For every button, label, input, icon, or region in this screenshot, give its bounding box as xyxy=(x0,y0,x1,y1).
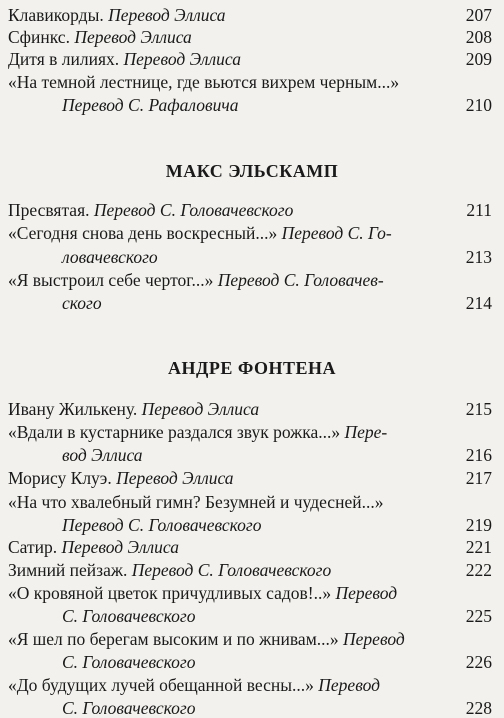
page-number: 207 xyxy=(465,5,492,25)
toc-entry xyxy=(8,537,492,557)
entry-title: «На что хвалебный гимн? Безумней и чудесней...» xyxy=(8,492,384,512)
translator-credit: Перевод xyxy=(318,675,380,695)
page-number: 210 xyxy=(465,95,492,115)
translator-credit: Перевод С. Головачевского xyxy=(93,200,294,220)
toc-entry xyxy=(8,492,492,512)
translator-credit: ловачевского xyxy=(62,247,158,267)
translator-credit: С. Головачевского xyxy=(62,698,196,718)
translator-credit: Перевод Эллиса xyxy=(74,27,192,47)
toc-entry xyxy=(8,72,492,92)
entry-title: «Я выстроил себе чертог...» xyxy=(8,270,218,290)
page-number: 226 xyxy=(465,652,492,672)
page-number: 221 xyxy=(465,537,492,557)
toc-entry xyxy=(8,49,492,69)
entry-title: Ивану Жилькену. xyxy=(8,399,142,419)
toc-entry xyxy=(62,95,492,115)
translator-credit: вод Эллиса xyxy=(62,445,143,465)
entry-title: Сатир. xyxy=(8,537,62,557)
toc-entry xyxy=(8,5,492,25)
toc-entry xyxy=(8,629,492,649)
page-number: 219 xyxy=(465,515,492,535)
translator-credit: Перевод Эллиса xyxy=(108,5,226,25)
translator-credit: Перевод С. Головачевского xyxy=(62,515,262,535)
toc-entry xyxy=(62,445,492,465)
page-number: 213 xyxy=(465,247,492,267)
entry-title: Морису Клуэ. xyxy=(8,468,117,488)
translator-credit: С. Головачевского xyxy=(62,606,196,626)
entry-title: «Сегодня снова день воскресный...» xyxy=(8,223,282,243)
toc-entry xyxy=(8,560,492,580)
page-number: 216 xyxy=(465,445,492,465)
toc-entry xyxy=(8,27,492,47)
translator-credit: Перевод С. Го- xyxy=(281,223,392,243)
translator-credit: Перевод Эллиса xyxy=(116,468,234,488)
translator-credit: ского xyxy=(62,293,102,313)
page-number: 222 xyxy=(465,560,492,580)
toc-entry xyxy=(62,515,492,535)
section-heading: МАКС ЭЛЬСКАМП xyxy=(165,161,339,181)
page-number: 217 xyxy=(465,468,492,488)
toc-entry xyxy=(62,606,492,626)
toc-entry xyxy=(8,399,492,419)
translator-credit: Перевод Эллиса xyxy=(61,537,179,557)
toc-entry xyxy=(8,675,492,695)
toc-entry xyxy=(62,247,492,267)
translator-credit: Перевод С. Головачев- xyxy=(217,270,384,290)
translator-credit: Перевод С. Рафаловича xyxy=(62,95,239,115)
toc-entry xyxy=(8,468,492,488)
page-number: 214 xyxy=(465,293,492,313)
toc-entry xyxy=(8,270,492,290)
translator-credit: Перевод Эллиса xyxy=(123,49,241,69)
translator-credit: Пере- xyxy=(344,422,388,442)
entry-title: Зимний пейзаж. xyxy=(8,560,132,580)
toc-entry xyxy=(8,422,492,442)
entry-title: «О кровяной цветок причудливых садов!..» xyxy=(8,583,336,603)
section-heading: АНДРЕ ФОНТЕНА xyxy=(167,358,337,378)
page-number: 228 xyxy=(465,698,492,718)
page-number: 215 xyxy=(465,399,492,419)
page-number: 225 xyxy=(465,606,492,626)
entry-title: Сфинкс. xyxy=(8,27,75,47)
entry-title: «До будущих лучей обещанной весны...» xyxy=(8,675,319,695)
toc-entry xyxy=(62,698,492,718)
toc-entry xyxy=(8,583,492,603)
translator-credit: Перевод Эллиса xyxy=(141,399,260,419)
entry-title: «На темной лестнице, где вьются вихрем черным...» xyxy=(8,72,400,92)
entry-title: Клавикорды. xyxy=(8,5,109,25)
translator-credit: Перевод С. Головачевского xyxy=(131,560,332,580)
entry-title: Пресвятая. xyxy=(8,200,94,220)
page-number: 209 xyxy=(465,49,492,69)
page-number: 208 xyxy=(465,27,492,47)
toc-entry xyxy=(8,223,492,243)
entry-title: Дитя в лилиях. xyxy=(8,49,124,69)
page-number: 211 xyxy=(466,200,492,220)
toc-entry xyxy=(62,652,492,672)
translator-credit: Перевод xyxy=(343,629,405,649)
entry-title: «Я шел по берегам высоким и по жнивам...» xyxy=(8,629,344,649)
toc-entry xyxy=(8,200,492,220)
translator-credit: С. Головачевского xyxy=(62,652,196,672)
translator-credit: Перевод xyxy=(335,583,398,603)
entry-title: «Вдали в кустарнике раздался звук рожка...» xyxy=(8,422,345,442)
toc-entry xyxy=(62,293,492,313)
